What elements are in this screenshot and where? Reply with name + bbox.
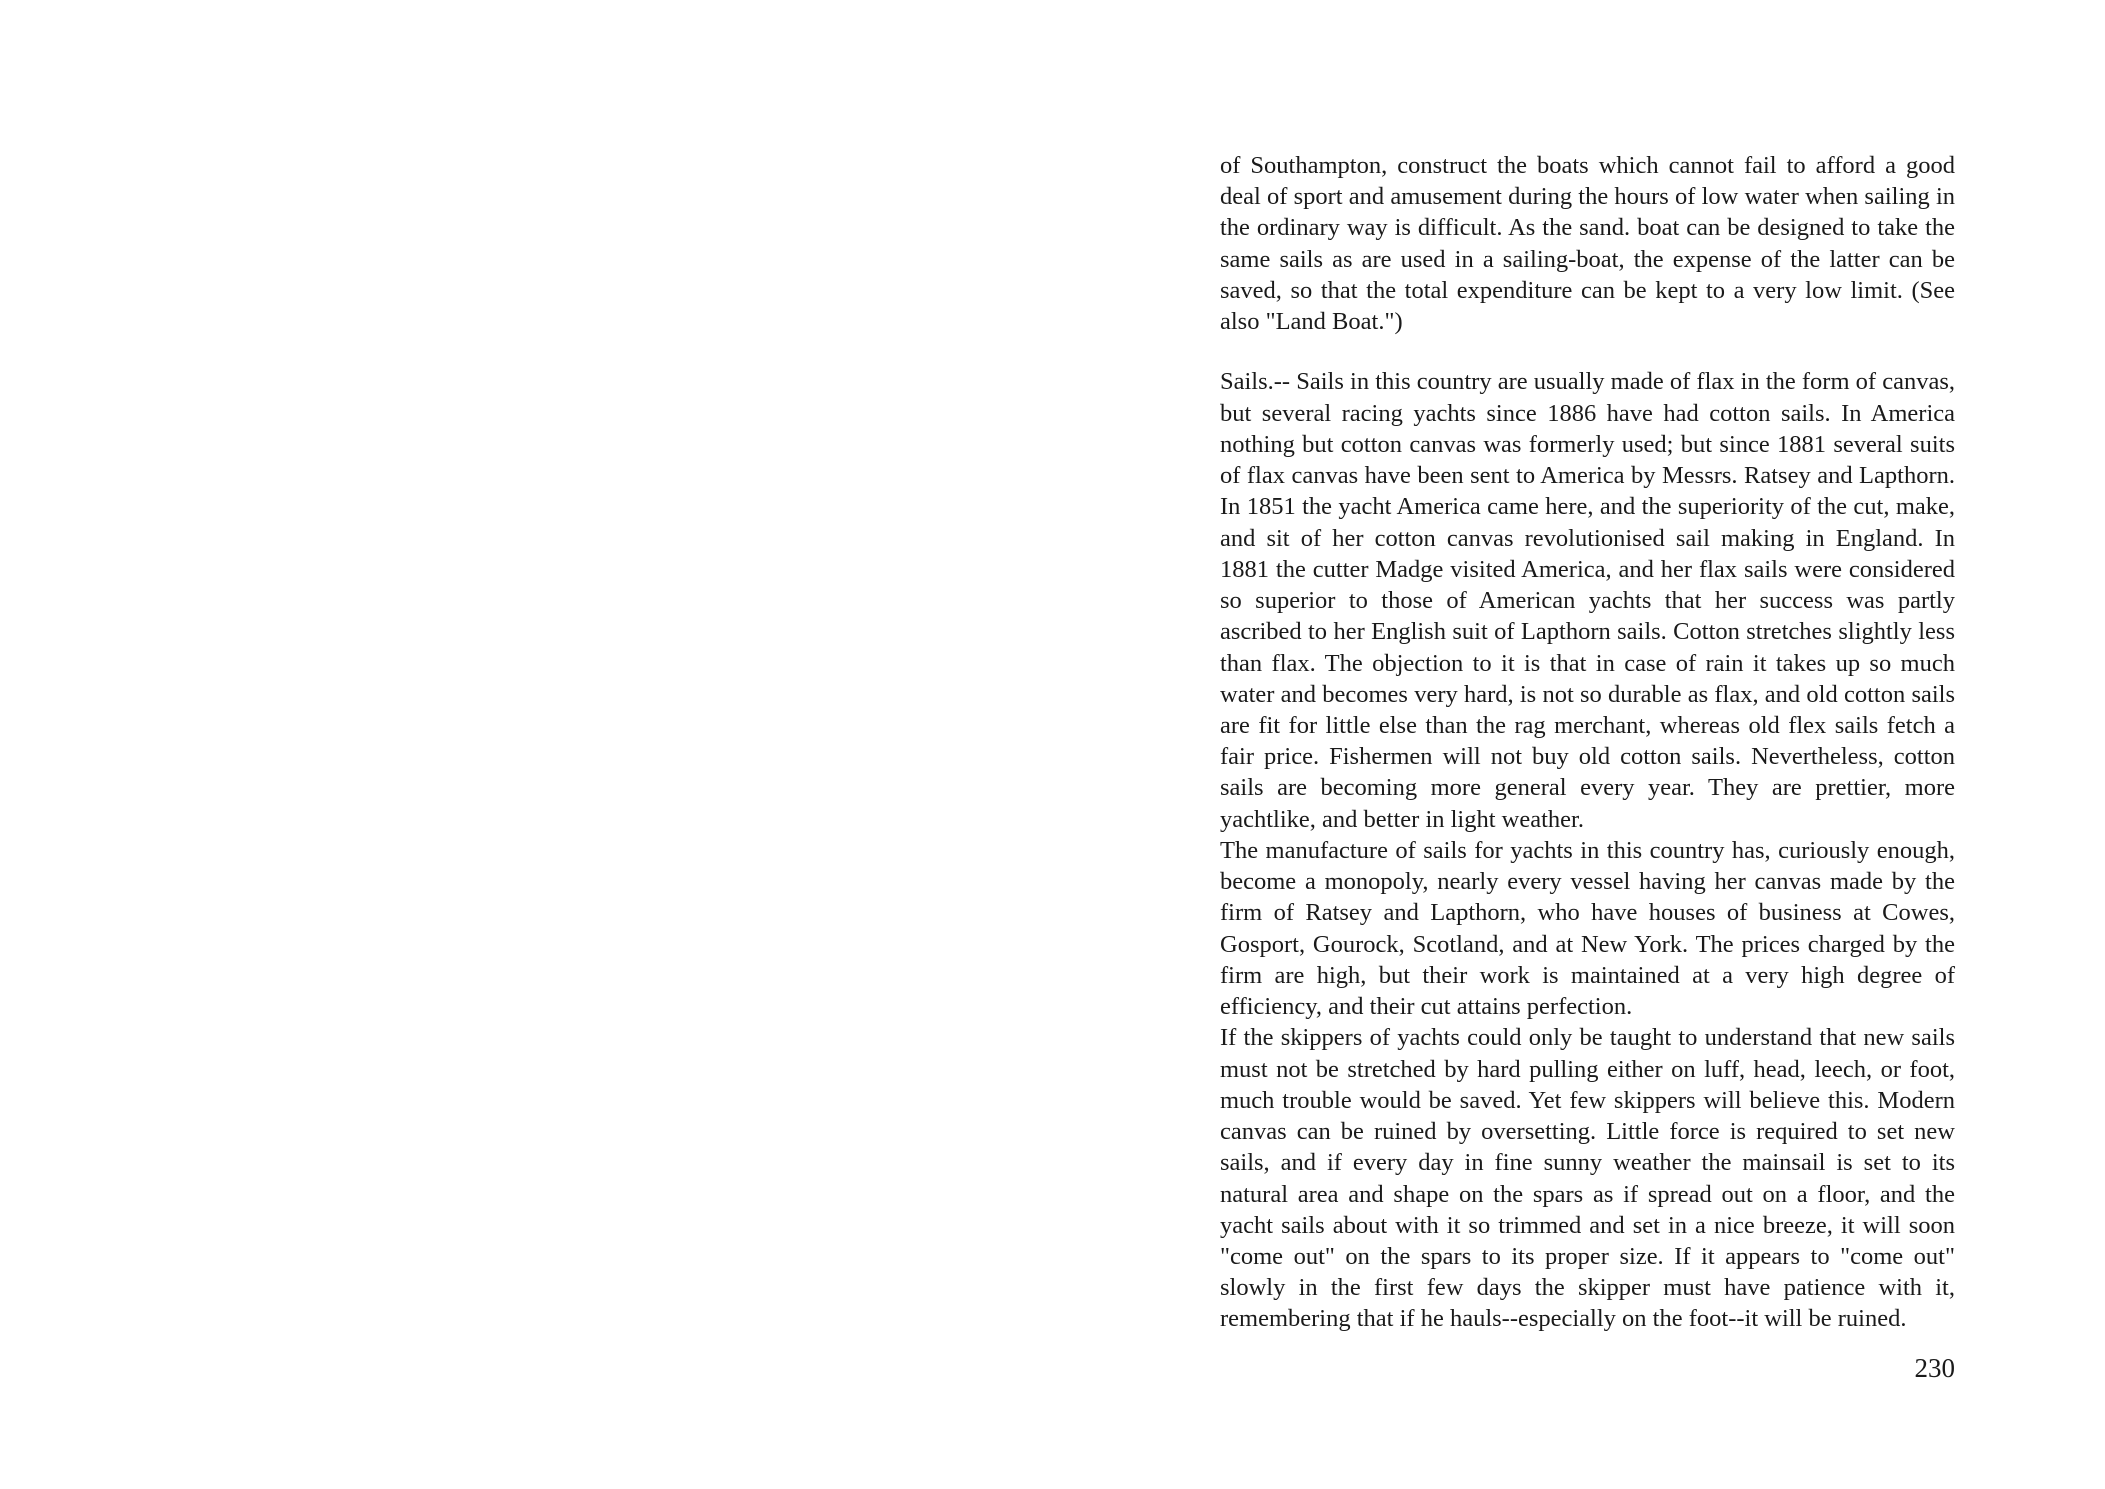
page-number: 230 — [1914, 1353, 1955, 1383]
paragraph-sails-intro: Sails.-- Sails in this country are usually made of flax in the form of canvas, but several racing yachts since 1886 have had cotton sails. In America nothing but cotton canvas was formerly used; but since 1881 several suits of flax canvas have been sent to America by Messrs. Ratsey and Lapthorn. In 1851 the yacht America came here, and the superiority of the cut, make, and sit of her cotton canvas revolutionised sail making in England. In 1881 the cutter Madge visited America, and her flax sails were considered so superior to those of American yachts that her success was partly ascribed to her English suit of Lapthorn sails. Cotton stretches slightly less than flax. The objection to it is that in case of rain it takes up so much water and becomes very hard, is not so durable as flax, and old cotton sails are fit for little else than the rag merchant, whereas old flex sails fetch a fair price. Fishermen will not buy old cotton sails. Nevertheless, cotton sails are becoming more general every year. They are prettier, more yachtlike, and better in light weather. — [1220, 368, 1955, 833]
paragraph-continuation: of Southampton, construct the boats which cannot fail to afford a good deal of sport and amusement during the hours of low water when sailing in the ordinary way is difficult. As the sand. boat can be designed to take the same sails as are used in a sailing-boat, the expense of the latter can be saved, so that the total expenditure can be kept to a very low limit. (See also "Land Boat.") — [1220, 152, 1955, 336]
paragraph-sail-manufacture: The manufacture of sails for yachts in this country has, curiously enough, become a monopoly, nearly every vessel having her canvas made by the firm of Ratsey and Lapthorn, who have houses of business at Cowes, Gosport, Gourock, Scotland, and at New York. The prices charged by the firm are high, but their work is maintained at a very high degree of efficiency, and their cut attains perfection. — [1220, 836, 1955, 1021]
paragraph-skippers-advice: If the skippers of yachts could only be taught to understand that new sails must not be stretched by hard pulling either on luff, head, leech, or foot, much trouble would be saved. Yet few skippers will believe this. Modern canvas can be ruined by oversetting. Little force is required to set new sails, and if every day in fine sunny weather the mainsail is set to its natural area and shape on the spars as if spread out on a floor, and the yacht sails about with it so trimmed and set in a nice breeze, it will soon "come out" on the spars to its proper size. If it appears to "come out" slowly in the first few days the skipper must have patience with it, remembering that if he hauls--especially on the foot--it will be ruined. — [1220, 1024, 1955, 1333]
text-column — [1220, 150, 1955, 1335]
